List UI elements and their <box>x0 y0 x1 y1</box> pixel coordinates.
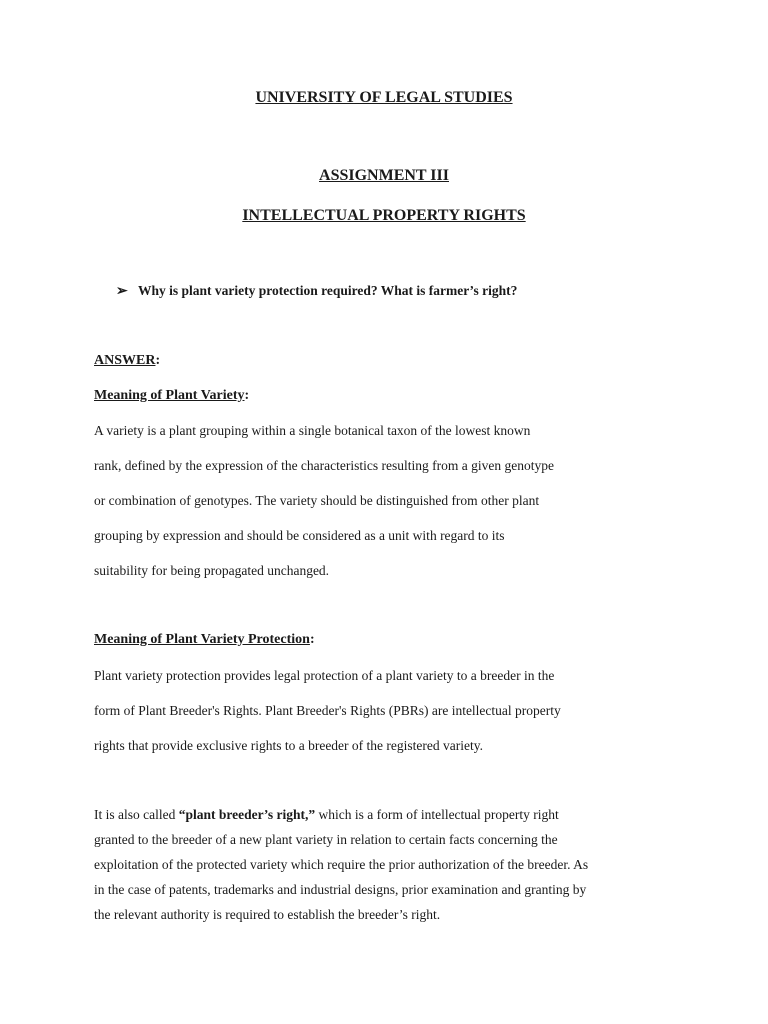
answer-label: ANSWER: <box>94 353 161 368</box>
section1-heading: Meaning of Plant Variety: <box>94 388 250 403</box>
section2-line-1: Plant variety protection provides legal protection of a plant variety to a breeder in the <box>94 668 555 683</box>
section1-line-4: grouping by expression and should be considered as a unit with regard to its <box>94 528 505 543</box>
assignment-title: ASSIGNMENT III <box>319 167 449 184</box>
section2-heading: Meaning of Plant Variety Protection: <box>94 632 315 647</box>
section1-line-2: rank, defined by the expression of the characteristics resulting from a given genotype <box>94 458 554 473</box>
subject-title: INTELLECTUAL PROPERTY RIGHTS <box>242 207 526 224</box>
section2-line-3: rights that provide exclusive rights to a breeder of the registered variety. <box>94 738 483 753</box>
section2-line-2: form of Plant Breeder's Rights. Plant Breeder's Rights (PBRs) are intellectual property <box>94 703 561 718</box>
section3-line-2: granted to the breeder of a new plant variety in relation to certain facts concerning the <box>94 832 558 847</box>
section1-line-1: A variety is a plant grouping within a single botanical taxon of the lowest known <box>94 423 531 438</box>
question <box>116 282 517 301</box>
section3-line-4: in the case of patents, trademarks and industrial designs, prior examination and granting by <box>94 882 587 897</box>
university-title: UNIVERSITY OF LEGAL STUDIES <box>255 89 513 106</box>
plant-breeders-right-term: “plant breeder’s right,” <box>178 807 316 822</box>
section3-line-3: exploitation of the protected variety which require the prior authorization of the breeder. As <box>94 857 589 872</box>
section1-line-5: suitability for being propagated unchanged. <box>94 563 330 578</box>
section1-line-3: or combination of genotypes. The variety should be distinguished from other plant <box>94 493 540 508</box>
arrow-bullet-icon: ➢ <box>116 284 128 299</box>
question-text: Why is plant variety protection required? What is farmer’s right? <box>138 283 518 298</box>
section3-line-5: the relevant authority is required to establish the breeder’s right. <box>94 907 441 922</box>
section3-line-1: It is also called “plant breeder’s right,” which is a form of intellectual property right <box>94 807 559 822</box>
